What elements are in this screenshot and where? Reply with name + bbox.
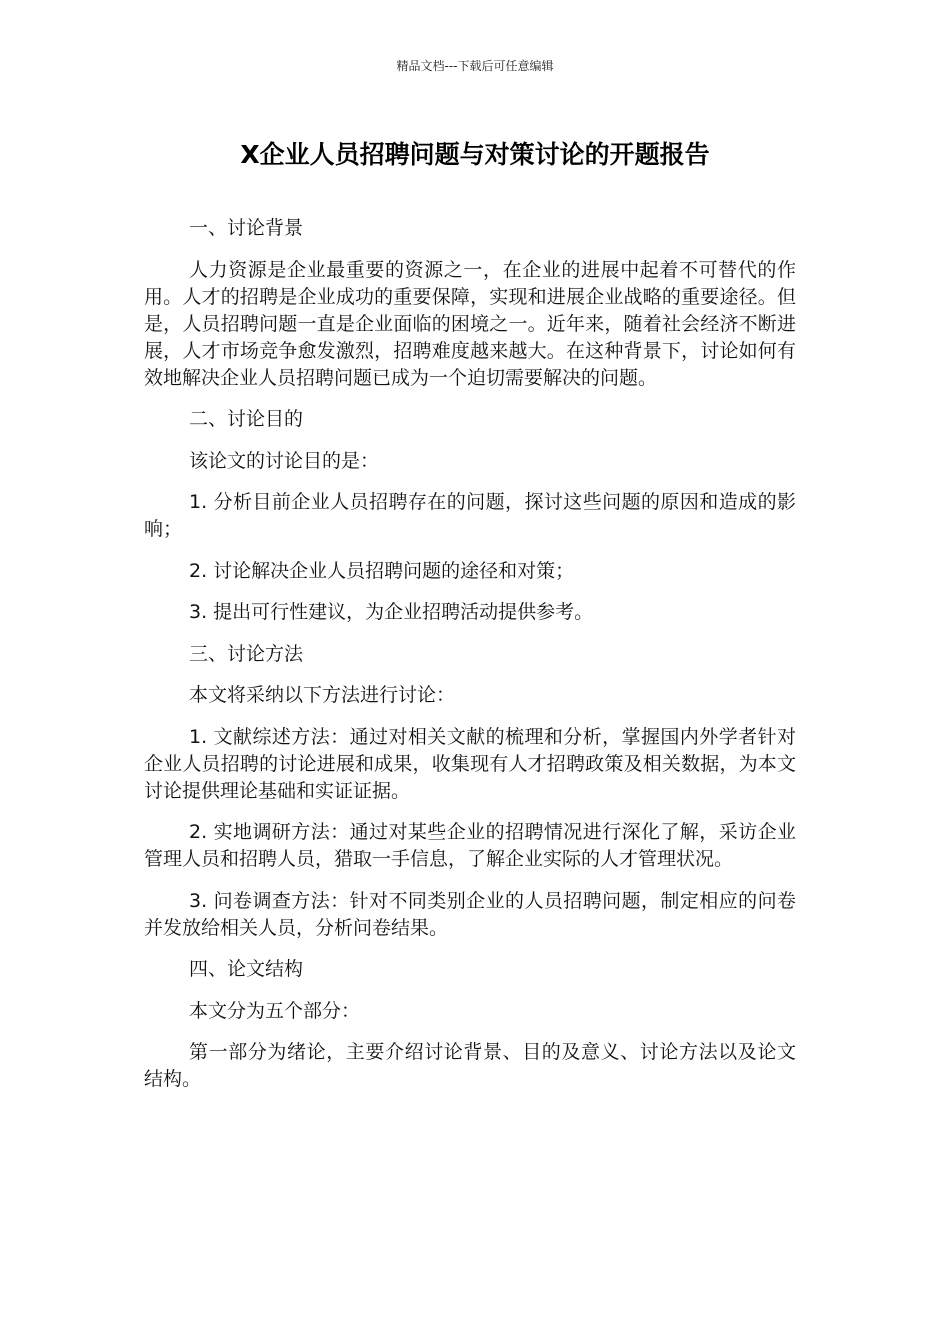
paragraph-background: 人力资源是企业最重要的资源之一，在企业的进展中起着不可替代的作用。人才的招聘是企业成功的重要保障，实现和进展企业战略的重要途径。但是，人员招聘问题一直是企业面临的困境之一。近年来，随着社会经济不断进展，人才市场竞争愈发激烈，招聘难度越来越大。在这种背景下，讨论如何有效地解决企业人员招聘问题已成为一个迫切需要解决的问题。: [144, 258, 796, 389]
list-item-purpose-2: 2. 讨论解决企业人员招聘问题的途径和对策；: [189, 559, 575, 582]
section-heading-method: 三、讨论方法: [189, 642, 304, 665]
list-item-method-1: 1. 文献综述方法：通过对相关文献的梳理和分析，掌握国内外学者针对企业人员招聘的讨论进展和成果，收集现有人才招聘政策及相关数据，为本文讨论提供理论基础和实证证据。: [144, 725, 796, 802]
list-item-purpose-1: 1. 分析目前企业人员招聘存在的问题，探讨这些问题的原因和造成的影响；: [144, 491, 796, 540]
section-heading-structure: 四、论文结构: [189, 958, 304, 980]
document-body: [144, 215, 796, 1108]
page-header: 精品文档---下载后可任意编辑: [396, 59, 554, 73]
section-heading-background: 一、讨论背景: [189, 217, 304, 239]
section-heading-purpose: 二、讨论目的: [189, 408, 304, 430]
paragraph-structure-part-1: 第一部分为绪论，主要介绍讨论背景、目的及意义、讨论方法以及论文结构。: [144, 1041, 796, 1090]
list-item-purpose-3: 3. 提出可行性建议，为企业招聘活动提供参考。: [189, 601, 594, 623]
document-title: X企业人员招聘问题与对策讨论的开题报告: [240, 140, 710, 169]
list-item-method-3: 3. 问卷调查方法：针对不同类别企业的人员招聘问题，制定相应的问卷并发放给相关人员，分析问卷结果。: [144, 889, 796, 939]
paragraph-method-intro: 本文将采纳以下方法进行讨论：: [189, 684, 456, 706]
paragraph-structure-intro: 本文分为五个部分：: [189, 999, 361, 1022]
paragraph-purpose-intro: 该论文的讨论目的是：: [189, 449, 380, 472]
list-item-method-2: 2. 实地调研方法：通过对某些企业的招聘情况进行深化了解，采访企业管理人员和招聘人员，猎取一手信息，了解企业实际的人才管理状况。: [144, 821, 796, 870]
